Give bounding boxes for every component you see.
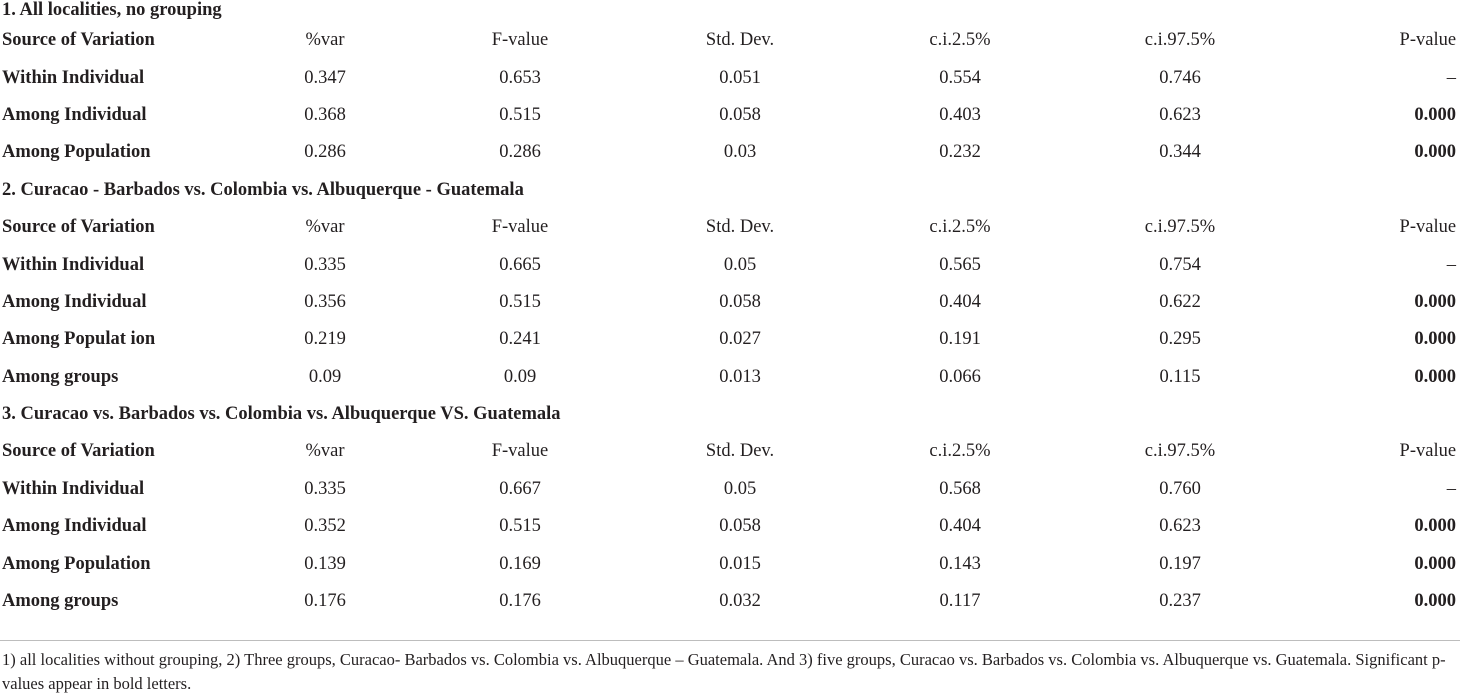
table-row xyxy=(0,134,1460,171)
ci-low-cell: 0.143 xyxy=(939,553,981,574)
ci-high-cell: 0.623 xyxy=(1159,104,1201,125)
table-row xyxy=(0,508,1460,545)
ci-high-cell: 0.237 xyxy=(1159,591,1201,612)
column-header: c.i.2.5% xyxy=(929,30,991,51)
ci-low-cell: 0.568 xyxy=(939,478,981,499)
var-cell: 0.347 xyxy=(304,67,346,88)
p-value-cell: – xyxy=(1446,478,1457,499)
column-header-row xyxy=(0,433,1460,470)
p-value-cell: 0.000 xyxy=(1414,553,1457,574)
column-header-row xyxy=(0,22,1460,59)
std-dev-cell: 0.05 xyxy=(723,478,757,499)
ci-low-cell: 0.565 xyxy=(939,254,981,275)
source-cell: Within Individual xyxy=(2,67,145,88)
p-value-cell: 0.000 xyxy=(1414,366,1457,387)
column-header: Source of Variation xyxy=(2,30,155,51)
column-header: Std. Dev. xyxy=(705,217,775,238)
var-cell: 0.368 xyxy=(304,104,346,125)
ci-high-cell: 0.623 xyxy=(1159,516,1201,537)
section-title-row xyxy=(0,396,1460,433)
f-value-cell: 0.515 xyxy=(499,104,541,125)
ci-low-cell: 0.232 xyxy=(939,142,981,163)
column-header: P-value xyxy=(1399,30,1457,51)
ci-high-cell: 0.754 xyxy=(1159,254,1201,275)
var-cell: 0.335 xyxy=(304,254,346,275)
table-footnote: 1) all localities without grouping, 2) Three groups, Curacao- Barbados vs. Colombia vs. Albuquerque – Guatemala. And 3) five groups, Curacao vs. Barbados vs. Colombia vs. Albuquerque vs. Guatemala. Significant p-values appear in bold letters. xyxy=(2,650,1446,693)
source-cell: Among Population xyxy=(2,553,151,574)
column-header: P-value xyxy=(1399,217,1457,238)
var-cell: 0.352 xyxy=(304,516,346,537)
source-cell: Within Individual xyxy=(2,254,145,275)
table-row xyxy=(0,471,1460,508)
var-cell: 0.286 xyxy=(304,142,346,163)
std-dev-cell: 0.058 xyxy=(719,291,761,312)
ci-high-cell: 0.197 xyxy=(1159,553,1201,574)
p-value-cell: – xyxy=(1446,67,1457,88)
ci-high-cell: 0.746 xyxy=(1159,67,1201,88)
std-dev-cell: 0.051 xyxy=(719,67,761,88)
ci-low-cell: 0.404 xyxy=(939,291,981,312)
source-cell: Within Individual xyxy=(2,478,145,499)
ci-high-cell: 0.344 xyxy=(1159,142,1201,163)
f-value-cell: 0.665 xyxy=(499,254,541,275)
table-row xyxy=(0,284,1460,321)
ci-low-cell: 0.066 xyxy=(939,366,981,387)
var-cell: 0.176 xyxy=(304,591,346,612)
ci-low-cell: 0.191 xyxy=(939,329,981,350)
column-header: %var xyxy=(305,217,345,238)
column-header: c.i.97.5% xyxy=(1144,30,1216,51)
column-header: c.i.2.5% xyxy=(929,441,991,462)
section-title-row xyxy=(0,0,1460,22)
var-cell: 0.335 xyxy=(304,478,346,499)
var-cell: 0.139 xyxy=(304,553,346,574)
table-row xyxy=(0,246,1460,283)
section-title-row xyxy=(0,172,1460,209)
ci-low-cell: 0.404 xyxy=(939,516,981,537)
ci-low-cell: 0.117 xyxy=(939,591,981,612)
section-title: 2. Curacao - Barbados vs. Colombia vs. Albuquerque - Guatemala xyxy=(2,179,524,200)
column-header: F-value xyxy=(491,30,549,51)
column-header: F-value xyxy=(491,217,549,238)
column-header: Source of Variation xyxy=(2,441,155,462)
var-cell: 0.09 xyxy=(308,366,342,387)
ci-low-cell: 0.403 xyxy=(939,104,981,125)
column-header: %var xyxy=(305,441,345,462)
p-value-cell: 0.000 xyxy=(1414,591,1457,612)
column-header: P-value xyxy=(1399,441,1457,462)
column-header: F-value xyxy=(491,441,549,462)
p-value-cell: – xyxy=(1446,254,1457,275)
source-cell: Among Individual xyxy=(2,104,147,125)
p-value-cell: 0.000 xyxy=(1414,516,1457,537)
table-row xyxy=(0,321,1460,358)
table-row xyxy=(0,359,1460,396)
std-dev-cell: 0.013 xyxy=(719,366,761,387)
source-cell: Among groups xyxy=(2,366,119,387)
p-value-cell: 0.000 xyxy=(1414,104,1457,125)
section-title: 3. Curacao vs. Barbados vs. Colombia vs. Albuquerque VS. Guatemala xyxy=(2,404,561,425)
std-dev-cell: 0.058 xyxy=(719,104,761,125)
var-cell: 0.219 xyxy=(304,329,346,350)
ci-high-cell: 0.295 xyxy=(1159,329,1201,350)
ci-high-cell: 0.760 xyxy=(1159,478,1201,499)
f-value-cell: 0.667 xyxy=(499,478,541,499)
source-cell: Among Population xyxy=(2,142,151,163)
column-header: c.i.2.5% xyxy=(929,217,991,238)
column-header: Std. Dev. xyxy=(705,30,775,51)
source-cell: Among Individual xyxy=(2,516,147,537)
column-header-row xyxy=(0,209,1460,246)
p-value-cell: 0.000 xyxy=(1414,291,1457,312)
ci-low-cell: 0.554 xyxy=(939,67,981,88)
p-value-cell: 0.000 xyxy=(1414,142,1457,163)
footnote-divider xyxy=(0,640,1460,641)
ci-high-cell: 0.115 xyxy=(1159,366,1201,387)
f-value-cell: 0.286 xyxy=(499,142,541,163)
std-dev-cell: 0.05 xyxy=(723,254,757,275)
std-dev-cell: 0.058 xyxy=(719,516,761,537)
section-title: 1. All localities, no grouping xyxy=(2,0,222,20)
f-value-cell: 0.515 xyxy=(499,291,541,312)
table-row xyxy=(0,59,1460,96)
table-row xyxy=(0,545,1460,582)
column-header: c.i.97.5% xyxy=(1144,217,1216,238)
source-cell: Among Individual xyxy=(2,291,147,312)
std-dev-cell: 0.027 xyxy=(719,329,761,350)
var-cell: 0.356 xyxy=(304,291,346,312)
source-cell: Among groups xyxy=(2,591,119,612)
f-value-cell: 0.169 xyxy=(499,553,541,574)
f-value-cell: 0.515 xyxy=(499,516,541,537)
table-row xyxy=(0,583,1460,620)
table-row xyxy=(0,97,1460,134)
std-dev-cell: 0.015 xyxy=(719,553,761,574)
source-cell: Among Populat ion xyxy=(2,329,156,350)
f-value-cell: 0.176 xyxy=(499,591,541,612)
p-value-cell: 0.000 xyxy=(1414,329,1457,350)
f-value-cell: 0.09 xyxy=(503,366,537,387)
std-dev-cell: 0.03 xyxy=(723,142,757,163)
f-value-cell: 0.241 xyxy=(499,329,541,350)
column-header: c.i.97.5% xyxy=(1144,441,1216,462)
ci-high-cell: 0.622 xyxy=(1159,291,1201,312)
f-value-cell: 0.653 xyxy=(499,67,541,88)
column-header: %var xyxy=(305,30,345,51)
column-header: Source of Variation xyxy=(2,217,155,238)
column-header: Std. Dev. xyxy=(705,441,775,462)
std-dev-cell: 0.032 xyxy=(719,591,761,612)
